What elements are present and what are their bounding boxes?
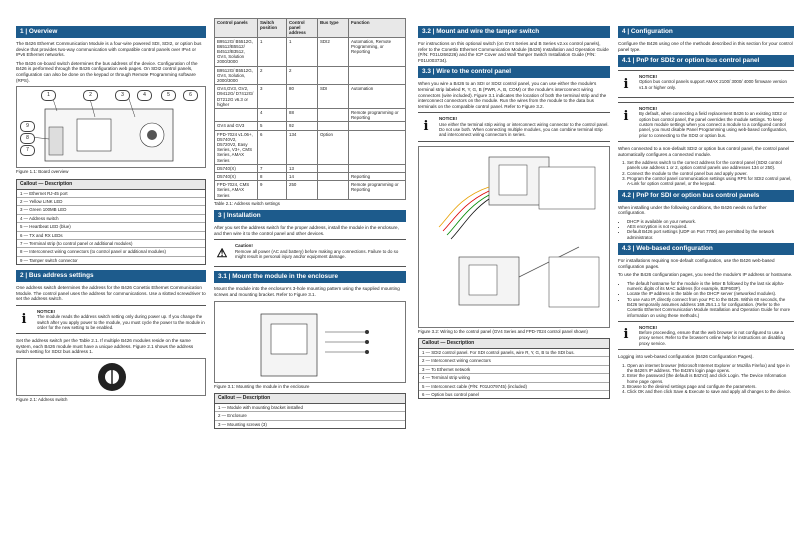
install-paragraph: After you set the address switch for the proper address, install the module in the enclosure, and then wire it to the control panel and other devices. — [214, 225, 399, 236]
notice-title: NOTICE! — [439, 116, 458, 122]
column-4 — [618, 26, 794, 397]
table-cell: B9512G/ B5512G, GV4, Solution, 2000/3000 — [215, 66, 258, 85]
pnp-steps-list — [618, 160, 794, 186]
section-title-installation: 3 | Installation — [214, 210, 406, 222]
table-cell: 9 — [258, 181, 287, 200]
table-cell: GV4 and GV3 — [215, 122, 258, 130]
table-cell: Automation, Remote Programming, or Reporting — [349, 37, 406, 66]
table-cell: 6 — [258, 130, 287, 164]
callout-table-header: Callout — Description — [17, 180, 205, 190]
list-item: • Default B426 port settings (UDP on Port 7700) are permitted by the network administrator. — [627, 229, 794, 240]
table-cell: 80 — [287, 85, 318, 109]
table-cell: 1 — [258, 37, 287, 66]
table-cell: 1 — [287, 37, 318, 66]
list-item: • To use Auto IP, directly connect from your PC to the B426. Within 60 seconds, the B426 temporarily assumes address 169.254.1.1 for configuration. (Refer to the Conettix Ethernet Communication Module Installation and Operation Guide for more information on using these methods.) — [627, 297, 794, 318]
table-cell: SDI — [318, 85, 349, 109]
notice-title: NOTICE! — [639, 74, 658, 80]
section-title-mount: 3.1 | Mount the module in the enclosure — [214, 271, 406, 283]
table-row — [215, 181, 406, 200]
column-3 — [418, 26, 610, 404]
table-cell: 7 — [258, 164, 287, 172]
callout-row: 1 — Module with mounting bracket installed — [215, 404, 405, 412]
warning-icon: ⚠ — [216, 246, 228, 261]
table-cell: 88 — [287, 109, 318, 122]
callout-row: 3 — To Ethernet network — [419, 366, 609, 374]
table-header: Control panel address — [287, 19, 318, 38]
callout-marker: 8 — [20, 133, 35, 144]
table-header: Control panels — [215, 19, 258, 38]
table-row — [215, 130, 406, 164]
table-cell: 5 — [258, 122, 287, 130]
callout-marker: 3 — [115, 90, 130, 101]
mounting-figure — [214, 301, 406, 383]
callout-marker: 7 — [20, 145, 35, 156]
overview-paragraph-1: The B426 Ethernet Communication Module is a four-wire powered SDI, SDI2, or option bus device that provides two-way communication with compatible control panels over IPv4 or IPv6 Ethernet networks. — [16, 41, 202, 58]
callout-table-header: Callout — Description — [419, 339, 609, 349]
callout-row: 1 — SDI2 control panel. For SDI control panels, wire R, Y, G, B to the SDI bus. — [419, 349, 609, 357]
table-row — [215, 66, 406, 85]
table-cell: Reporting — [349, 173, 406, 181]
table-cell — [318, 164, 349, 172]
section-title-configuration: 4 | Configuration — [618, 26, 794, 38]
table-cell: B9512G/ B5512G, B6512/B5512/ B4512/B3512, GV4, Solution 2000/3000 — [215, 37, 258, 66]
notice-box — [16, 305, 206, 334]
notice-text: The module reads the address switch setting only during power up. If you change the switch after you apply power to the module, you must cycle the power to the module in order for the new setting to be enabled. — [37, 314, 205, 330]
list-item: 2. Connect the module to the control panel bus and apply power. — [627, 171, 794, 176]
notice-title: NOTICE! — [37, 309, 56, 314]
address-switch-diagram — [17, 359, 207, 395]
callout-row: 9 — Tamper switch connector — [20, 257, 78, 263]
list-item: 1. Open an internet browser (Microsoft Internet Explorer or Mozilla Firefox) and type in the B426's IP address. The B426's login page opens. — [627, 363, 794, 374]
section-title-wire: 3.3 | Wire to the control panel — [418, 66, 610, 78]
login-steps-list — [618, 363, 794, 395]
table-cell: 4 — [258, 109, 287, 122]
notice-title: NOTICE! — [639, 324, 658, 330]
table-cell: FPD-7024 v1.06+, D5740V2, D5720V2, Easy Series, V3+, CMS Series, AMAX Series — [215, 130, 258, 164]
pnp-sdi-list — [618, 219, 794, 240]
web-list — [618, 281, 794, 318]
table-cell: Remote programming or Reporting — [349, 109, 406, 122]
login-paragraph: Logging into web-based configuration (B426 Configuration Pages). — [618, 354, 754, 360]
table-cell — [349, 122, 406, 130]
table-cell: SDI2 — [318, 37, 349, 66]
address-switch-figure — [16, 358, 206, 396]
section-title-pnp-sdi2: 4.1 | PnP for SDI2 or option bus control panel — [618, 55, 794, 67]
list-item: • Locate the IP address in the table on the DHCP server (networked modules). — [627, 291, 794, 296]
column-1 — [16, 26, 206, 406]
section-title-web: 4.3 | Web-based configuration — [618, 243, 794, 255]
table-cell: Automation — [349, 85, 406, 109]
section-title-tamper: 3.2 | Mount and wire the tamper switch — [418, 26, 610, 38]
callout-row: 3 — Mounting screws (3) — [218, 421, 267, 427]
callout-marker: 6 — [183, 90, 198, 101]
callout-row: 7 — Terminal strip (to control panel or additional modules) — [17, 240, 205, 248]
wiring-figure — [418, 146, 610, 328]
info-icon: i — [623, 327, 629, 343]
pnp-sdi-paragraph: When installing under the following conditions, the B426 needs no further configuration. — [618, 204, 767, 216]
callout-row: 2 — Enclosure — [215, 412, 405, 420]
table-cell: 134 — [287, 130, 318, 164]
table-header: Switch position — [258, 19, 287, 38]
notice-box — [618, 102, 794, 142]
table-header: Function — [349, 19, 406, 38]
table-cell — [349, 66, 406, 85]
table-cell: 8 — [258, 173, 287, 181]
caution-title: Caution! — [235, 243, 253, 249]
table-row — [215, 164, 406, 172]
address-settings-table — [214, 18, 406, 200]
table-cell: 14 — [287, 173, 318, 181]
notice-box — [618, 321, 794, 350]
callout-row: 5 — Heartbeat LED (blue) — [17, 223, 205, 231]
callout-row: 4 — Terminal strip wiring — [419, 374, 609, 382]
section-title-pnp-sdi: 4.2 | PnP for SDI or option bus control panels — [618, 190, 794, 202]
list-item: • DHCP is available on your network. — [627, 219, 794, 224]
figure-caption: Figure 3.2: Wiring to the control panel (GV4 Series and FPD-7024 control panel shown) — [418, 328, 588, 334]
list-item: 3. Program the control panel communication settings using RPS for SDI2 control panel, A-Link for option control panel, or the keypad. — [627, 176, 794, 187]
list-item: • The default hostname for the module is the letter B followed by the last six alpha-numeric digits of its MAC address (for example, B3F603F). — [627, 281, 794, 292]
callout-table-header: Callout — Description — [215, 394, 405, 404]
callout-row: 6 — TX and RX LEDs — [17, 232, 205, 240]
pnp-paragraph: When connected to a non-default SDI2 or option bus control panel, the control panel automatically configures a connected module. — [618, 145, 790, 157]
figure-caption: Figure 2.1: Address switch — [16, 396, 68, 402]
info-icon: i — [623, 108, 629, 124]
table-cell: 2 — [287, 66, 318, 85]
table-row — [215, 109, 406, 122]
config-paragraph: Configure the B426 using one of the methods described in this section for your control panel type. — [618, 41, 793, 52]
table-header: Bus type — [318, 19, 349, 38]
mounting-diagram — [215, 302, 407, 382]
table-cell: FPD-7024, CMS Series, AMAX Series — [215, 181, 258, 200]
table-row — [215, 173, 406, 181]
table-cell: D5740(X) — [215, 173, 258, 181]
table-cell: 13 — [287, 164, 318, 172]
bus-paragraph-1: One address switch determines the address for the B426 Conettix Ethernet Communication Module. The control panel uses the address for communications. Use a slotted screwdriver to set the address switch. — [16, 285, 206, 302]
figure-caption: Figure 3.1: Mounting the module in the enclosure — [214, 383, 310, 389]
table-cell — [318, 109, 349, 122]
callout-marker: 5 — [161, 90, 176, 101]
callout-table-4 — [418, 338, 610, 399]
table-cell: 250 — [287, 181, 318, 200]
info-icon: i — [623, 76, 629, 92]
table-cell: Remote programming or Reporting — [349, 181, 406, 200]
overview-paragraph-2: The B426 on-board switch determines the bus address of the device. Configuration of the B426 is performed through the B426 configuration web pages. On SDI2 control panels, configuration can also be done on the keypad or through Remote Programming software (RPS). — [16, 60, 198, 83]
notice-text: Option bus control panels support AMAX 2100/ 3000/ 4000 firmware version v1.5 or higher only. — [639, 79, 787, 90]
table-cell — [318, 66, 349, 85]
figure-caption: Figure 1.1: Board overview — [16, 169, 69, 175]
wiring-diagram — [419, 147, 611, 327]
table-cell: 92 — [287, 122, 318, 130]
callout-row: 1 — Ethernet RJ-45 port — [17, 190, 205, 198]
web-paragraph-1: For installations requiring non-default configuration, use the B426 web-based configuration pages. — [618, 258, 775, 269]
callout-row: 2 — Interconnect wiring connectors — [419, 357, 609, 365]
list-item: 4. Click OK and then click Save & Execute to save and apply all changes to the device. — [627, 389, 794, 394]
table-row — [215, 37, 406, 66]
callout-row: 8 — Interconnect wiring connectors (to control panel or additional modules) — [17, 248, 205, 256]
tamper-paragraph: For instructions on this optional switch (on GV4 Series and B Series v2.xx control panels), refer to the Conettix Ethernet Communication Module (B426) Installation and Operation Guide (P/N: F01U266226) and the ICP Cover and Wall Tamper Switch Installation Guide (P/N: F01U003734). — [418, 41, 609, 63]
table-cell — [349, 130, 406, 164]
table-row — [215, 122, 406, 130]
callout-row: 4 — Address switch — [17, 215, 205, 223]
table-cell — [318, 181, 349, 200]
callout-marker: 2 — [83, 90, 98, 101]
board-overview-figure — [16, 86, 206, 168]
list-item: 1. Set the address switch to the correct address for the control panel (SDI2 control panels use address 1 or 2, option control panels use addresses 134 or 250). — [627, 160, 794, 171]
callout-marker: 4 — [137, 90, 152, 101]
table-cell — [215, 109, 258, 122]
column-2 — [214, 18, 406, 434]
caution-box — [214, 239, 406, 267]
notice-box — [618, 70, 794, 98]
notice-text: By default, when connecting a field replacement B426 to an existing SDI2 or option bus control panel, the panel overrides the module settings. To keep custom module settings when you connect a module to a configured control panel, you must disable Panel Programming using web-based configuration, prior to connecting to the SDI2 or option bus. — [639, 111, 788, 138]
notice-title: NOTICE! — [639, 106, 658, 112]
address-table-body — [215, 37, 406, 199]
section-title-overview: 1 | Overview — [16, 26, 206, 38]
table-cell — [318, 173, 349, 181]
table-caption: Table 2.1: Address switch settings — [214, 200, 280, 206]
table-cell — [318, 122, 349, 130]
web-paragraph-2: To use the B426 configuration pages, you need the module's IP address or hostname. — [618, 272, 793, 278]
notice-text: Before proceeding, ensure that the web browser is not configured to use a proxy server. Refer to the browser's online help for instructions on disabling proxy service. — [639, 330, 786, 346]
table-cell: 3 — [258, 85, 287, 109]
wire-paragraph: When you wire a B426 to an SDI or SDI2 control panel, you can use either the module's terminal strip labeled R, Y, G, B (PWR, A, B, COM) or the module's interconnect wiring connectors (wire included). Figure 3.1 indicates the location of both the terminal strip and the interconnect connectors on the module. Run the wires from the module to the data bus terminals on the compatible control panel. Refer to Figure 3.2. — [418, 81, 607, 109]
callout-row: 6 — Option bus control panel — [422, 391, 479, 397]
notice-box — [418, 112, 610, 141]
mount-paragraph: Mount the module into the enclosure's 3-hole mounting pattern using the supplied mounting screws and mounting bracket. Refer to Figure 3.1. — [214, 286, 400, 298]
list-item: • AES encryption is not required. — [627, 224, 794, 229]
table-cell: D5740(X) — [215, 164, 258, 172]
callout-marker: 1 — [41, 90, 56, 101]
table-cell: GV4,GV3, GV2, D9412G/ D7412G/ D7212G v6.3 or higher — [215, 85, 258, 109]
callout-table-1 — [16, 179, 206, 266]
caution-text: Remove all power (AC and battery) before making any connections. Failure to do so might result in personal injury and/or equipment damage. — [235, 248, 399, 260]
table-cell: 2 — [258, 66, 287, 85]
callout-row: 5 — Interconnect cable (P/N: F01U079745) (included) — [419, 383, 609, 391]
notice-text: Use either the terminal strip wiring or interconnect wiring connector to the control panel. Do not use both. When connecting multiple modules, you can combine terminal strip and interconnect wiring connectors in series. — [439, 121, 609, 138]
info-icon: i — [21, 311, 27, 327]
table-cell: Option — [318, 130, 349, 164]
list-item: 3. Browse to the desired settings page and configure the parameters. — [627, 384, 794, 389]
callout-row: 2 — Yellow LINK LED — [17, 198, 205, 206]
list-item: 2. Enter the password (the default is B42V2) and click Login. The Device Information home page opens. — [627, 373, 794, 384]
table-cell — [349, 164, 406, 172]
section-title-bus: 2 | Bus address settings — [16, 270, 206, 282]
info-icon: i — [423, 118, 429, 134]
callout-marker: 9 — [20, 121, 35, 132]
callout-table-3 — [214, 393, 406, 429]
table-row — [215, 85, 406, 109]
bus-paragraph-2: Set the address switch per the Table 2.1. If multiple B426 modules reside on the same system, each B426 module must have a unique address. Figure 2.1 shows the address switch setting for SDI2 bus address 1. — [16, 338, 194, 355]
callout-row: 3 — Green 100MB LED — [17, 206, 205, 214]
